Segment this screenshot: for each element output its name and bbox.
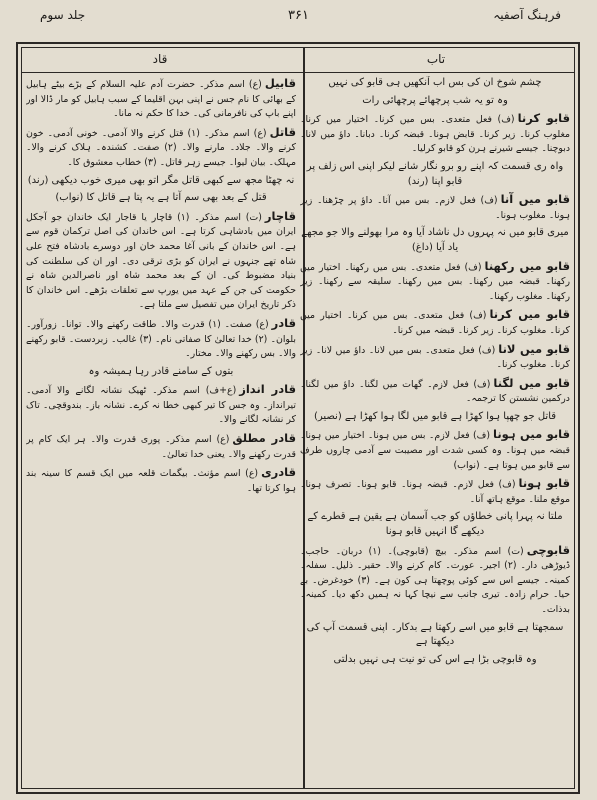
left-column [26, 76, 296, 782]
entry-definition: (ف) فعل لازم۔ قبضہ ہونا۔ قابو ہونا۔ تصرف ہونا۔ موقع ملنا۔ موقع ہاتھ آنا۔ [300, 479, 570, 505]
entry-definition: (ع+ف) اسم مذکر۔ ٹھیک نشانہ لگانے والا آدمی۔ تیرانداز۔ وہ جس کا تیر کبھی خطا نہ کرے۔ نشانہ باز۔ بندوقچی۔ تاک کر نشانہ لگانے والا۔ [26, 385, 296, 426]
page-number: ۳۶۱ [288, 8, 309, 23]
dictionary-entry [26, 382, 296, 428]
entry-headword: قابو میں آنا [500, 192, 570, 207]
book-title: فرہنگ آصفیہ [493, 8, 561, 22]
entry-headword: قابو کرنا [517, 111, 570, 126]
verse-line: بتوں کے سامنے قادر رہا ہمیشہ وہ [88, 365, 234, 377]
right-column [300, 76, 570, 782]
left-column-heading: قاد [22, 52, 298, 73]
right-column-heading: تاب [298, 52, 574, 73]
entry-headword: قاچار [264, 208, 296, 223]
verse-line: وہ تو یہ شب پرچھائے پرچھائی رات [362, 94, 508, 106]
dictionary-entry [26, 431, 296, 462]
entry-headword: قادر انداز [239, 382, 296, 397]
entry-definition: (ف) فعل لازم۔ گھات میں لگنا۔ داؤ میں لگنا۔ درکمین نشستن کا ترجمہ۔ [300, 378, 570, 405]
entry-headword: قابو میں رکھنا [484, 258, 570, 273]
dictionary-entry [300, 342, 570, 373]
dictionary-entry [26, 125, 296, 171]
entry-headword: قابو میں لانا [498, 341, 570, 356]
entry-headword: قابیل [264, 76, 296, 90]
verse-line: واہ ری قسمت کہ اپنے رو برو نگار شانے لیکر اپنی اس زلف پر قابو اپنا (رند) [306, 160, 564, 187]
entry-headword: قابو میں لگنا [493, 375, 570, 390]
dictionary-entry [300, 543, 570, 618]
dictionary-entry [300, 307, 570, 338]
verse-line: قتل کے بعد بھی سم آتا ہے یہ پتا ہے قاتل کا (نواب) [55, 192, 267, 204]
dictionary-entry [300, 476, 570, 507]
entry-definition: (ع) اسم مذکر۔ پوری قدرت والا۔ ہر ایک کام پر قدرت رکھنے والا۔ یعنی خدا تعالیٰ۔ [26, 434, 296, 460]
verse-line: قاتل جو چھپا ہوا کھڑا ہے قابو میں لگا ہوا کھڑا ہے (نصیر) [313, 410, 557, 422]
entry-headword: قابوچی [526, 542, 570, 557]
entry-definition: (ف) فعل متعدی۔ بس میں رکھنا۔ اختیار میں رکھنا۔ قبضہ میں رکھنا۔ بس میں رکھنا۔ سلیقہ سے رکھنا۔ زیر رکھنا۔ مغلوب رکھنا۔ [300, 261, 570, 302]
verse-line: چشم شوخ ان کی بس اب آنکھیں ہی قابو کی نہیں [328, 77, 542, 88]
entry-headword: قادر [271, 315, 296, 330]
entry-definition: (ع) اسم مؤنث۔ بیگمات قلعہ میں ایک قسم کا سینہ بند ہوا کرتا تھا۔ [26, 468, 296, 494]
entry-headword: قابو میں ہونا [493, 427, 570, 442]
entry-definition: (ف) فعل متعدی۔ بس میں کرنا۔ اختیار میں کرنا۔ مغلوب کرنا۔ زیر کرنا۔ قابض ہونا۔ قبضہ کرنا۔ دبانا۔ داؤ میں لانا۔ دبوچنا۔ جیسے شیرنے ہرن کو قابو کرلیا۔ [300, 114, 570, 155]
dictionary-entry [26, 76, 296, 122]
entry-headword: قادر مطلق [232, 431, 296, 446]
entry-definition: (ت) اسم مذکر۔ بیچ (قابوچی)۔ (۱) دربان۔ حاجب۔ ڈیوڑھی دار۔ (۲) اجیر۔ عورت۔ کام کرنے والا۔ حقیر۔ ذلیل۔ سفلہ۔ کمینہ۔ جیسے اس سے کوئی پوچھتا ہی کون ہے۔ (۳) خودغرض۔ بے حیا۔ حرام زادہ۔ تیری جانب سے نیچا کہا نہ ہمیں دکھ دیا۔ کمینہ۔ بدذات۔ [300, 545, 570, 615]
dictionary-entry [300, 111, 570, 157]
entry-definition: (ت) اسم مذکر۔ (۱) قاچار یا قاجار ایک خاندان جو آجکل ایران میں بادشاہی کرتا ہے۔ اس خاندان کی اصل ترکمان قوم سے ہے۔ اس خاندان کے بانی آغا محمد خان اور دوسرے بادشاہ فتح علی شاہ تھے جنہوں نے ایران کو بڑی ترقی دی۔ اور ان کی سلطنت کی بنیاد مضبوط کی۔ ان کے بعد محمد شاہ اور ناصرالدین شاہ نے حکومت کی جن کے عہد میں یورپ سے تعلقات بڑھے۔ اس خاندان کا ذکر تاریخ ایران میں تفصیل سے ملتا ہے۔ [26, 211, 296, 311]
verse-line: سمجھتا ہے قابو میں اسے رکھتا ہے بدکار۔ اپنی قسمت آپ کی دیکھتا ہے [306, 621, 564, 648]
dictionary-entry [300, 427, 570, 473]
dictionary-entry [26, 316, 296, 362]
verse-line: ملتا نہ پہرا پانی خطاؤں کو جب آسمان ہے یقین ہے قطرے کے دیکھے گا انہیں قابو ہونا [307, 511, 563, 538]
entry-definition: (ع) اسم مذکر۔ (۱) قتل کرنے والا آدمی۔ خونی آدمی۔ خون کرنے والا۔ جلاد۔ مارنے والا۔ (۲) صفت۔ کشندہ۔ ہلاک کرنے والا۔ مہلک۔ بیان لیوا۔ جیسے زہر قاتل۔ (۳) خطاب معشوق کا۔ [26, 127, 296, 168]
entry-definition: (ف) فعل لازم۔ بس میں ہونا۔ اختیار میں ہونا۔ قبضہ میں ہونا۔ وہ کسی شدت اور مصیبت سے آدمی چاروں طرف سے قابو میں ہوتا ہے۔ (نواب) [300, 430, 570, 471]
dictionary-entry [300, 376, 570, 407]
verse-line: وہ قابوچی بڑا ہے اس کی تو نیت ہی نہیں بدلتی [333, 653, 537, 665]
volume-label: جلد سوم [40, 8, 86, 22]
verse-line: میری قابو میں نہ پہروں دل ناشاد آیا وہ مرا بھولنے والا جو مجھے یاد آیا (داغ) [301, 227, 569, 253]
entry-headword: قاتل [269, 124, 296, 139]
dictionary-entry [26, 465, 296, 496]
entry-headword: قابو ہونا [518, 476, 570, 491]
page-frame [16, 42, 580, 794]
entry-definition: (ف) فعل لازم۔ بس میں آنا۔ داؤ پر چڑھنا۔ زیر ہونا۔ مغلوب ہونا۔ [300, 195, 570, 221]
dictionary-entry [26, 209, 296, 313]
entry-headword: قادری [261, 465, 296, 480]
dictionary-entry [300, 259, 570, 305]
dictionary-entry [300, 192, 570, 223]
entry-headword: قابو میں کرنا [489, 307, 570, 322]
page-frame-inner [21, 47, 575, 789]
entry-definition: (ع) صفت۔ (۱) قدرت والا۔ طاقت رکھنے والا۔ توانا۔ زورآور۔ بلوان۔ (۲) خدا تعالیٰ کا صفاتی نام۔ (۳) غالب۔ زبردست۔ قابو رکھنے والا۔ بس رکھنے والا۔ مختار۔ [26, 318, 296, 360]
entry-definition: (ف) فعل متعدی۔ بس میں لانا۔ داؤ میں لانا۔ زیر کرنا۔ مغلوب کرنا۔ [300, 344, 570, 371]
entry-definition: (ف) فعل متعدی۔ بس میں کرنا۔ اختیار میں کرنا۔ مغلوب کرنا۔ زیر کرنا۔ قبضہ میں کرنا۔ [300, 310, 570, 336]
entry-definition: (ع) اسم مذکر۔ حضرت آدم علیہ السلام کے بڑے بیٹے ہابیل کے بھائی کا نام جس نے اپنی بہن اقلیما کے سبب ہابیل کو مار ڈالا اور اپنے باپ کی نافرمانی کی۔ خدا کا حکم نہ مانا۔ [26, 79, 296, 120]
verse-line: نہ چھٹا مجھ سے کبھی قاتل مگر اتو بھی میری خوب دیکھی (رند) [27, 174, 295, 186]
